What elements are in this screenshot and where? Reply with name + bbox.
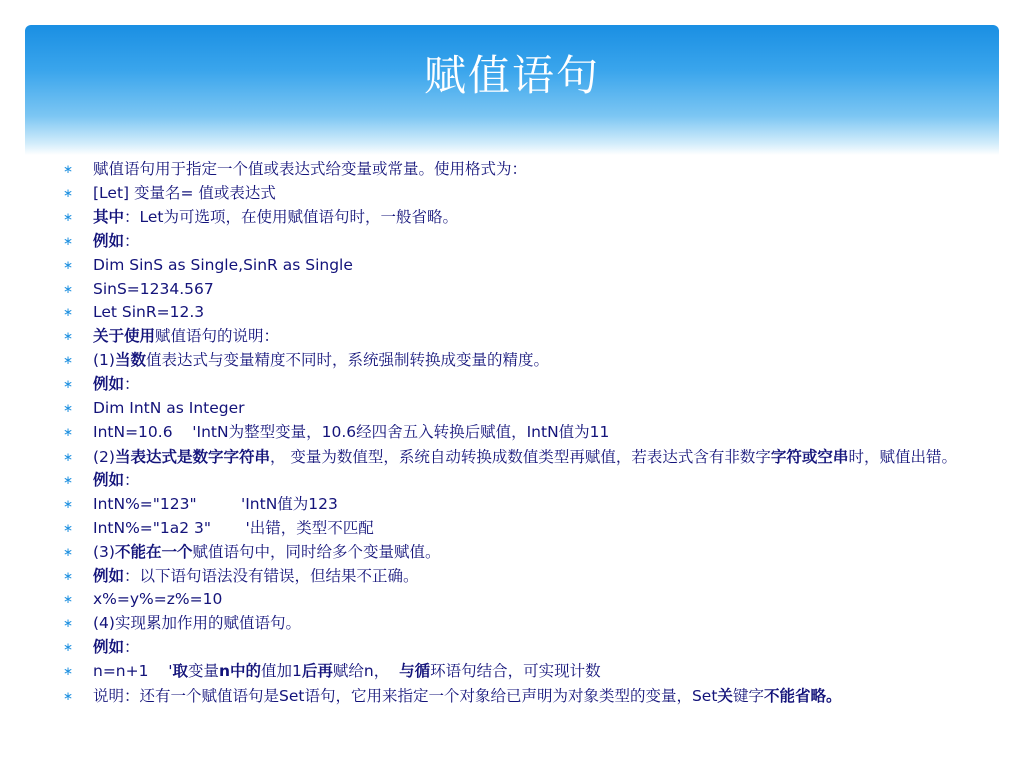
asterisk-bullet-icon: ∗ (62, 377, 74, 392)
asterisk-bullet-icon: ∗ (62, 449, 74, 464)
list-item: ∗ 例如： (62, 636, 962, 660)
asterisk-bullet-icon: ∗ (62, 664, 74, 679)
list-item: ∗ 例如： (62, 373, 962, 397)
asterisk-bullet-icon: ∗ (62, 472, 74, 487)
list-item: ∗ IntN=10.6 'IntN为整型变量，10.6经四舍五入转换后赋值，IntN值为11 (62, 421, 962, 445)
asterisk-bullet-icon: ∗ (62, 496, 74, 511)
list-item: ∗ (1)当数值表达式与变量精度不同时，系统强制转换成变量的精度。 (62, 349, 962, 373)
asterisk-bullet-icon: ∗ (62, 329, 74, 344)
list-item: ∗ Dim IntN as Integer (62, 397, 962, 421)
list-item: ∗ [Let] 变量名= 值或表达式 (62, 182, 962, 206)
slide-title: 赋值语句 (423, 51, 600, 100)
list-item: ∗ Let SinR=12.3 (62, 301, 962, 325)
list-item: ∗ 关于使用赋值语句的说明： (62, 325, 962, 349)
asterisk-bullet-icon: ∗ (62, 185, 74, 200)
bullet-list (62, 158, 962, 708)
list-item: ∗ (3)不能在一个赋值语句中，同时给多个变量赋值。 (62, 541, 962, 565)
list-item: ∗ 说明：还有一个赋值语句是Set语句，它用来指定一个对象给已声明为对象类型的变量，Set关键字不能省略。 (62, 687, 842, 706)
list-item: ∗ (4)实现累加作用的赋值语句。 (62, 612, 962, 636)
list-item: ∗ 例如：以下语句语法没有错误，但结果不正确。 (62, 565, 962, 589)
asterisk-bullet-icon: ∗ (62, 401, 74, 416)
asterisk-bullet-icon: ∗ (62, 689, 74, 704)
asterisk-bullet-icon: ∗ (62, 305, 74, 320)
list-item: ∗ (2)当表达式是数字字符串， 变量为数值型，系统自动转换成数值类型再赋值，若表达式含有非数字字符或空串时，赋值出错。 (62, 447, 957, 466)
asterisk-bullet-icon: ∗ (62, 592, 74, 607)
asterisk-bullet-icon: ∗ (62, 544, 74, 559)
list-item: ∗ x%=y%=z%=10 (62, 588, 962, 612)
asterisk-bullet-icon: ∗ (62, 257, 74, 272)
list-item: ∗ Dim SinS as Single,SinR as Single (62, 254, 962, 278)
asterisk-bullet-icon: ∗ (62, 640, 74, 655)
list-item: ∗ SinS=1234.567 (62, 278, 962, 302)
list-item: ∗ 赋值语句用于指定一个值或表达式给变量或常量。使用格式为： (62, 158, 962, 182)
list-item: ∗ 例如： (62, 469, 962, 493)
list-item: ∗ IntN%="123" 'IntN值为123 (62, 493, 962, 517)
asterisk-bullet-icon: ∗ (62, 209, 74, 224)
list-item: ∗ n=n+1 '取变量n中的值加1后再赋给n， 与循环语句结合，可实现计数 (62, 660, 962, 684)
asterisk-bullet-icon: ∗ (62, 353, 74, 368)
list-item: ∗ 例如： (62, 230, 962, 254)
asterisk-bullet-icon: ∗ (62, 162, 74, 176)
list-item: ∗ 其中：Let为可选项，在使用赋值语句时，一般省略。 (62, 206, 962, 230)
asterisk-bullet-icon: ∗ (62, 520, 74, 535)
asterisk-bullet-icon: ∗ (62, 424, 74, 439)
asterisk-bullet-icon: ∗ (62, 281, 74, 296)
asterisk-bullet-icon: ∗ (62, 616, 74, 631)
list-item: ∗ IntN%="1a2 3" '出错，类型不匹配 (62, 517, 962, 541)
asterisk-bullet-icon: ∗ (62, 568, 74, 583)
asterisk-bullet-icon: ∗ (62, 233, 74, 248)
